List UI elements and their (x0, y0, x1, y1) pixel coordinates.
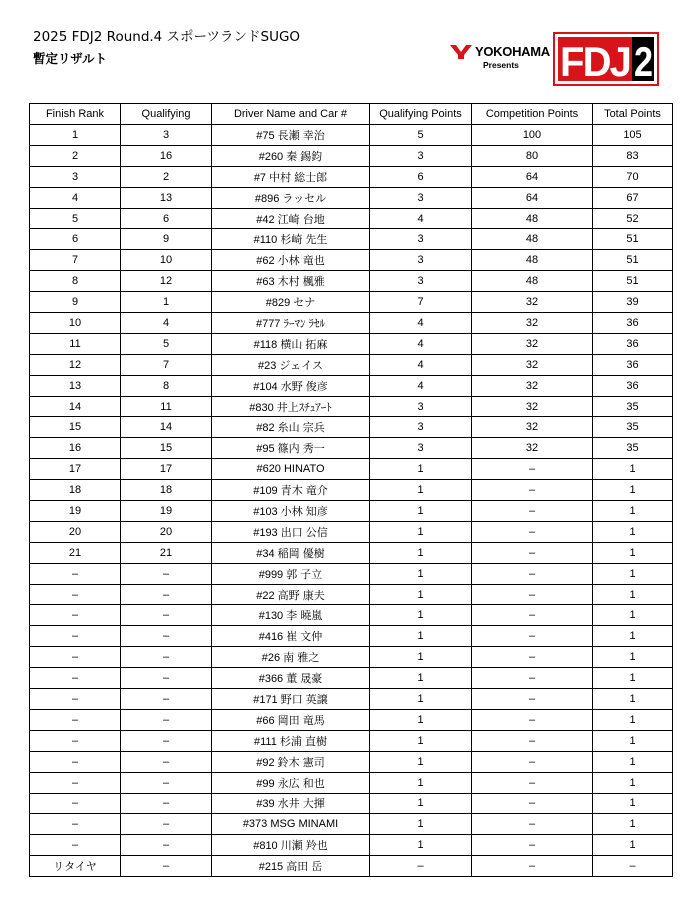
finish-rank-cell: – (30, 793, 121, 814)
table-row (30, 605, 673, 626)
qualifying-cell: 15 (121, 438, 212, 459)
finish-rank-cell: 16 (30, 438, 121, 459)
competition-points-cell: 32 (472, 375, 593, 396)
finish-rank-cell: – (30, 584, 121, 605)
qualifying-points-cell: 7 (370, 292, 472, 313)
sponsor-name: YOKOHAMA (475, 44, 550, 59)
finish-rank-cell: 20 (30, 521, 121, 542)
qualifying-cell: 8 (121, 375, 212, 396)
total-points-cell: 1 (593, 626, 673, 647)
table-row (30, 542, 673, 563)
col-competition-points-header: Competition Points (472, 104, 593, 125)
table-row (30, 814, 673, 835)
qualifying-points-cell: 1 (370, 584, 472, 605)
finish-rank-cell: 1 (30, 125, 121, 146)
finish-rank-cell: 9 (30, 292, 121, 313)
qualifying-points-cell: 3 (370, 250, 472, 271)
driver-cell: #26 南 雅之 (212, 647, 370, 668)
sponsor-tagline: Presents (483, 60, 519, 70)
results-table (29, 103, 673, 877)
total-points-cell: 1 (593, 501, 673, 522)
col-driver-header: Driver Name and Car # (212, 104, 370, 125)
qualifying-points-cell: 1 (370, 668, 472, 689)
qualifying-cell: – (121, 856, 212, 877)
qualifying-cell: 20 (121, 521, 212, 542)
qualifying-cell: – (121, 647, 212, 668)
table-row (30, 417, 673, 438)
table-header-row (30, 104, 673, 125)
driver-cell: #99 永広 和也 (212, 772, 370, 793)
competition-points-cell: 64 (472, 187, 593, 208)
finish-rank-cell: – (30, 814, 121, 835)
competition-points-cell: – (472, 626, 593, 647)
finish-rank-cell: – (30, 730, 121, 751)
page-title: 2025 FDJ2 Round.4 スポーツランドSUGO (33, 29, 301, 45)
table-row (30, 626, 673, 647)
qualifying-cell: – (121, 772, 212, 793)
qualifying-points-cell: 3 (370, 229, 472, 250)
qualifying-cell: 21 (121, 542, 212, 563)
qualifying-cell: 1 (121, 292, 212, 313)
competition-points-cell: – (472, 480, 593, 501)
qualifying-points-cell: 4 (370, 375, 472, 396)
competition-points-cell: – (472, 563, 593, 584)
competition-points-cell: – (472, 668, 593, 689)
col-total-points-header: Total Points (593, 104, 673, 125)
table-row (30, 689, 673, 710)
qualifying-cell: 4 (121, 313, 212, 334)
total-points-cell: 35 (593, 417, 673, 438)
qualifying-points-cell: 1 (370, 480, 472, 501)
competition-points-cell: 32 (472, 313, 593, 334)
total-points-cell: 1 (593, 480, 673, 501)
finish-rank-cell: 21 (30, 542, 121, 563)
finish-rank-cell: – (30, 772, 121, 793)
qualifying-cell: – (121, 814, 212, 835)
competition-points-cell: – (472, 772, 593, 793)
qualifying-points-cell: 1 (370, 730, 472, 751)
total-points-cell: 1 (593, 751, 673, 772)
driver-cell: #104 水野 俊彦 (212, 375, 370, 396)
table-row (30, 563, 673, 584)
qualifying-points-cell: 1 (370, 647, 472, 668)
qualifying-cell: 10 (121, 250, 212, 271)
finish-rank-cell: 2 (30, 145, 121, 166)
finish-rank-cell: 18 (30, 480, 121, 501)
driver-cell: #7 中村 総士郎 (212, 166, 370, 187)
driver-cell: #66 岡田 竜馬 (212, 709, 370, 730)
total-points-cell: 1 (593, 772, 673, 793)
page-subtitle: 暫定リザルト (33, 51, 108, 66)
total-points-cell: 70 (593, 166, 673, 187)
total-points-cell: 36 (593, 333, 673, 354)
total-points-cell: 1 (593, 521, 673, 542)
table-row (30, 292, 673, 313)
total-points-cell: 51 (593, 250, 673, 271)
col-qualifying-points-header: Qualifying Points (370, 104, 472, 125)
driver-cell: #130 李 曉嵐 (212, 605, 370, 626)
finish-rank-cell: 8 (30, 271, 121, 292)
fdj-logo-number: 2 (634, 38, 653, 85)
total-points-cell: – (593, 856, 673, 877)
finish-rank-cell: – (30, 605, 121, 626)
table-row (30, 501, 673, 522)
finish-rank-cell: 13 (30, 375, 121, 396)
total-points-cell: 1 (593, 668, 673, 689)
qualifying-points-cell: 1 (370, 501, 472, 522)
qualifying-cell: 5 (121, 333, 212, 354)
table-row (30, 250, 673, 271)
finish-rank-cell: 3 (30, 166, 121, 187)
competition-points-cell: – (472, 709, 593, 730)
driver-cell: #34 稲岡 優樹 (212, 542, 370, 563)
driver-cell: #830 井上ｽﾁｭｱｰﾄ (212, 396, 370, 417)
competition-points-cell: – (472, 459, 593, 480)
sponsor-block (450, 44, 550, 70)
finish-rank-cell: – (30, 563, 121, 584)
qualifying-points-cell: 1 (370, 751, 472, 772)
table-row (30, 835, 673, 856)
qualifying-points-cell: 1 (370, 689, 472, 710)
driver-cell: #22 高野 康夫 (212, 584, 370, 605)
competition-points-cell: – (472, 647, 593, 668)
total-points-cell: 1 (593, 793, 673, 814)
driver-cell: #82 糸山 宗兵 (212, 417, 370, 438)
competition-points-cell: 32 (472, 438, 593, 459)
qualifying-points-cell: 3 (370, 396, 472, 417)
table-row (30, 793, 673, 814)
total-points-cell: 1 (593, 647, 673, 668)
finish-rank-cell: 7 (30, 250, 121, 271)
competition-points-cell: 32 (472, 396, 593, 417)
driver-cell: #810 川瀬 羚也 (212, 835, 370, 856)
total-points-cell: 1 (593, 584, 673, 605)
qualifying-cell: – (121, 689, 212, 710)
qualifying-points-cell: 4 (370, 208, 472, 229)
qualifying-cell: 7 (121, 354, 212, 375)
competition-points-cell: – (472, 856, 593, 877)
qualifying-points-cell: 3 (370, 438, 472, 459)
competition-points-cell: 100 (472, 125, 593, 146)
qualifying-points-cell: 3 (370, 417, 472, 438)
finish-rank-cell: – (30, 647, 121, 668)
competition-points-cell: 48 (472, 250, 593, 271)
table-row (30, 145, 673, 166)
finish-rank-cell: – (30, 751, 121, 772)
competition-points-cell: – (472, 689, 593, 710)
table-row (30, 333, 673, 354)
finish-rank-cell: – (30, 709, 121, 730)
finish-rank-cell: 15 (30, 417, 121, 438)
finish-rank-cell: – (30, 689, 121, 710)
qualifying-points-cell: 1 (370, 835, 472, 856)
finish-rank-cell: 5 (30, 208, 121, 229)
driver-cell: #829 セナ (212, 292, 370, 313)
total-points-cell: 1 (593, 689, 673, 710)
competition-points-cell: 64 (472, 166, 593, 187)
table-row (30, 375, 673, 396)
competition-points-cell: 32 (472, 417, 593, 438)
qualifying-cell: – (121, 668, 212, 689)
table-row (30, 271, 673, 292)
table-row (30, 709, 673, 730)
total-points-cell: 52 (593, 208, 673, 229)
competition-points-cell: 80 (472, 145, 593, 166)
qualifying-points-cell: 3 (370, 271, 472, 292)
qualifying-cell: – (121, 793, 212, 814)
qualifying-points-cell: 6 (370, 166, 472, 187)
table-row (30, 459, 673, 480)
finish-rank-cell: 10 (30, 313, 121, 334)
total-points-cell: 1 (593, 709, 673, 730)
qualifying-cell: 13 (121, 187, 212, 208)
qualifying-cell: 14 (121, 417, 212, 438)
driver-cell: #75 長瀬 幸治 (212, 125, 370, 146)
driver-cell: #260 秦 錫鈞 (212, 145, 370, 166)
total-points-cell: 1 (593, 459, 673, 480)
total-points-cell: 35 (593, 396, 673, 417)
driver-cell: #777 ﾗｰﾏﾝ ﾗｾﾙ (212, 313, 370, 334)
table-row (30, 751, 673, 772)
driver-cell: #63 木村 楓雅 (212, 271, 370, 292)
qualifying-points-cell: 1 (370, 521, 472, 542)
driver-cell: #109 青木 竜介 (212, 480, 370, 501)
total-points-cell: 51 (593, 229, 673, 250)
qualifying-points-cell: 4 (370, 333, 472, 354)
driver-cell: #999 郭 子立 (212, 563, 370, 584)
qualifying-cell: 18 (121, 480, 212, 501)
table-row (30, 856, 673, 877)
competition-points-cell: 32 (472, 292, 593, 313)
finish-rank-cell: – (30, 835, 121, 856)
driver-cell: #896 ラッセル (212, 187, 370, 208)
qualifying-cell: – (121, 626, 212, 647)
finish-rank-cell: 17 (30, 459, 121, 480)
finish-rank-cell: 12 (30, 354, 121, 375)
table-row (30, 208, 673, 229)
total-points-cell: 36 (593, 354, 673, 375)
qualifying-cell: 16 (121, 145, 212, 166)
finish-rank-cell: 11 (30, 333, 121, 354)
driver-cell: #171 野口 英譲 (212, 689, 370, 710)
table-row (30, 438, 673, 459)
qualifying-points-cell: 1 (370, 709, 472, 730)
driver-cell: #110 杉崎 先生 (212, 229, 370, 250)
table-row (30, 584, 673, 605)
qualifying-points-cell: 1 (370, 626, 472, 647)
total-points-cell: 1 (593, 542, 673, 563)
total-points-cell: 1 (593, 605, 673, 626)
competition-points-cell: 32 (472, 333, 593, 354)
competition-points-cell: 32 (472, 354, 593, 375)
finish-rank-cell: – (30, 668, 121, 689)
table-row (30, 647, 673, 668)
qualifying-cell: – (121, 563, 212, 584)
qualifying-points-cell: 1 (370, 563, 472, 584)
total-points-cell: 35 (593, 438, 673, 459)
competition-points-cell: – (472, 521, 593, 542)
driver-cell: #103 小林 知彦 (212, 501, 370, 522)
driver-cell: #39 水井 大揮 (212, 793, 370, 814)
total-points-cell: 36 (593, 375, 673, 396)
yokohama-logo-icon (450, 45, 472, 59)
finish-rank-cell: – (30, 626, 121, 647)
driver-cell: #193 出口 公信 (212, 521, 370, 542)
competition-points-cell: – (472, 584, 593, 605)
qualifying-cell: – (121, 751, 212, 772)
total-points-cell: 83 (593, 145, 673, 166)
fdj2-logo (553, 32, 659, 86)
driver-cell: #620 HINATO (212, 459, 370, 480)
total-points-cell: 51 (593, 271, 673, 292)
total-points-cell: 1 (593, 563, 673, 584)
qualifying-cell: 6 (121, 208, 212, 229)
qualifying-points-cell: – (370, 856, 472, 877)
table-row (30, 396, 673, 417)
total-points-cell: 36 (593, 313, 673, 334)
driver-cell: #95 篠内 秀一 (212, 438, 370, 459)
competition-points-cell: – (472, 793, 593, 814)
competition-points-cell: – (472, 814, 593, 835)
table-row (30, 313, 673, 334)
driver-cell: #42 江崎 台地 (212, 208, 370, 229)
qualifying-cell: 9 (121, 229, 212, 250)
table-row (30, 166, 673, 187)
qualifying-cell: – (121, 835, 212, 856)
total-points-cell: 67 (593, 187, 673, 208)
qualifying-cell: 3 (121, 125, 212, 146)
table-row (30, 125, 673, 146)
finish-rank-cell: 14 (30, 396, 121, 417)
table-row (30, 480, 673, 501)
qualifying-cell: 2 (121, 166, 212, 187)
competition-points-cell: – (472, 835, 593, 856)
driver-cell: #23 ジェイス (212, 354, 370, 375)
table-row (30, 668, 673, 689)
qualifying-points-cell: 3 (370, 145, 472, 166)
qualifying-points-cell: 1 (370, 542, 472, 563)
competition-points-cell: 48 (472, 229, 593, 250)
col-qualifying-header: Qualifying (121, 104, 212, 125)
table-body (30, 125, 673, 877)
qualifying-cell: 19 (121, 501, 212, 522)
driver-cell: #111 杉浦 直樹 (212, 730, 370, 751)
total-points-cell: 1 (593, 835, 673, 856)
qualifying-points-cell: 1 (370, 772, 472, 793)
qualifying-cell: 11 (121, 396, 212, 417)
competition-points-cell: – (472, 751, 593, 772)
table-row (30, 354, 673, 375)
qualifying-cell: – (121, 584, 212, 605)
competition-points-cell: 48 (472, 271, 593, 292)
qualifying-points-cell: 5 (370, 125, 472, 146)
driver-cell: #215 高田 岳 (212, 856, 370, 877)
qualifying-points-cell: 4 (370, 354, 472, 375)
qualifying-cell: – (121, 709, 212, 730)
qualifying-cell: 17 (121, 459, 212, 480)
col-finish-rank-header: Finish Rank (30, 104, 121, 125)
driver-cell: #373 MSG MINAMI (212, 814, 370, 835)
table-row (30, 772, 673, 793)
table-row (30, 730, 673, 751)
total-points-cell: 1 (593, 730, 673, 751)
competition-points-cell: – (472, 730, 593, 751)
qualifying-points-cell: 1 (370, 793, 472, 814)
qualifying-points-cell: 3 (370, 187, 472, 208)
qualifying-points-cell: 1 (370, 605, 472, 626)
qualifying-points-cell: 1 (370, 459, 472, 480)
driver-cell: #92 鈴木 憲司 (212, 751, 370, 772)
driver-cell: #118 横山 拓麻 (212, 333, 370, 354)
competition-points-cell: 48 (472, 208, 593, 229)
driver-cell: #366 董 晟豪 (212, 668, 370, 689)
competition-points-cell: – (472, 501, 593, 522)
total-points-cell: 105 (593, 125, 673, 146)
table-row (30, 521, 673, 542)
table-row (30, 187, 673, 208)
qualifying-cell: – (121, 605, 212, 626)
qualifying-points-cell: 4 (370, 313, 472, 334)
competition-points-cell: – (472, 542, 593, 563)
finish-rank-cell: 6 (30, 229, 121, 250)
total-points-cell: 39 (593, 292, 673, 313)
finish-rank-cell: リタイヤ (30, 856, 121, 877)
driver-cell: #62 小林 竜也 (212, 250, 370, 271)
table-row (30, 229, 673, 250)
fdj-logo-text: FDJ (560, 38, 630, 85)
qualifying-cell: – (121, 730, 212, 751)
driver-cell: #416 崔 文仲 (212, 626, 370, 647)
finish-rank-cell: 19 (30, 501, 121, 522)
qualifying-cell: 12 (121, 271, 212, 292)
finish-rank-cell: 4 (30, 187, 121, 208)
qualifying-points-cell: 1 (370, 814, 472, 835)
total-points-cell: 1 (593, 814, 673, 835)
competition-points-cell: – (472, 605, 593, 626)
